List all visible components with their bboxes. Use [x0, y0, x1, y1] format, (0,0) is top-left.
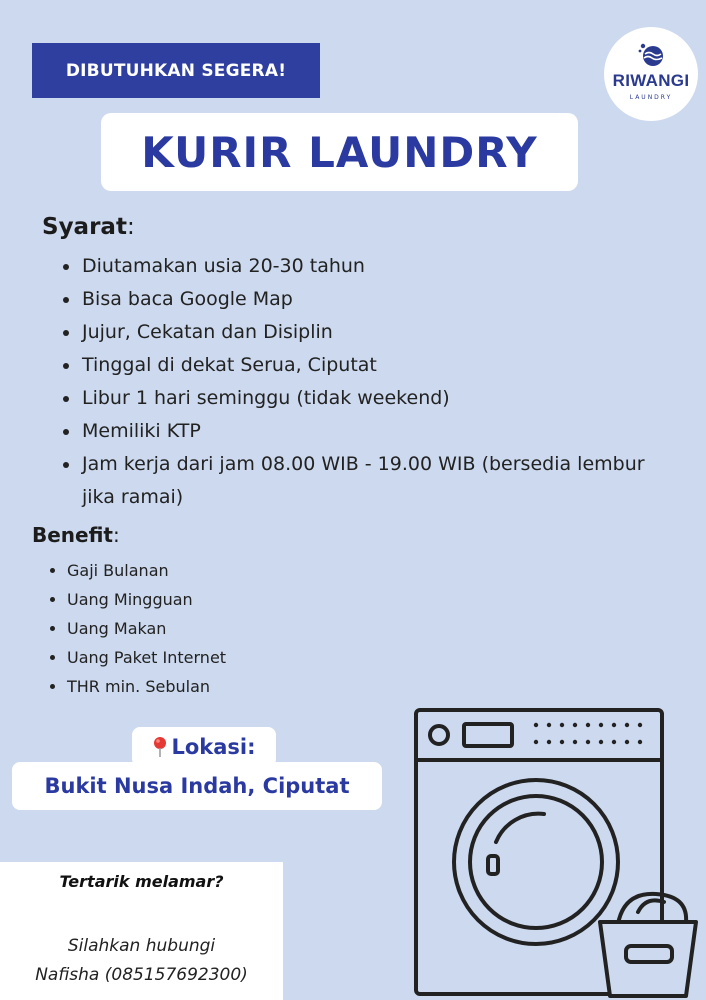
contact-line-1: Silahkan hubungi	[67, 936, 216, 956]
list-item: Gaji Bulanan	[47, 556, 367, 585]
urgent-label: DIBUTUHKAN SEGERA!	[65, 60, 287, 81]
list-item: Tinggal di dekat Serua, Ciputat	[60, 349, 660, 382]
laundry-logo-icon	[637, 40, 665, 68]
requirements-list	[60, 250, 660, 514]
contact-card	[0, 862, 283, 1000]
requirements-heading	[42, 214, 135, 240]
benefit-list	[47, 556, 367, 701]
benefit-heading-colon: :	[113, 523, 120, 547]
urgent-banner	[32, 43, 320, 98]
location-pin-icon	[152, 736, 168, 758]
location-address: Bukit Nusa Indah, Ciputat	[44, 774, 350, 798]
company-logo	[604, 27, 698, 121]
title-card	[101, 113, 578, 191]
list-item: Uang Makan	[47, 614, 367, 643]
logo-subtitle: LAUNDRY	[629, 94, 673, 101]
list-item: Jam kerja dari jam 08.00 WIB - 19.00 WIB (bersedia lembur jika ramai)	[60, 448, 660, 514]
benefit-heading	[32, 523, 120, 547]
list-item: Bisa baca Google Map	[60, 283, 660, 316]
list-item: Diutamakan usia 20-30 tahun	[60, 250, 660, 283]
list-item: Uang Paket Internet	[47, 643, 367, 672]
location-label: Lokasi:	[171, 735, 256, 759]
location-label-card	[132, 727, 276, 767]
list-item: Memiliki KTP	[60, 415, 660, 448]
contact-line-2: Nafisha (085157692300)	[35, 965, 248, 985]
list-item: Uang Mingguan	[47, 585, 367, 614]
location-address-card	[12, 762, 382, 810]
logo-brand: RIWANGI	[612, 71, 690, 90]
page-title: KURIR LAUNDRY	[141, 127, 538, 177]
list-item: Libur 1 hari seminggu (tidak weekend)	[60, 382, 660, 415]
benefit-heading-text: Benefit	[32, 523, 113, 547]
requirements-heading-text: Syarat	[42, 214, 127, 240]
contact-question: Tertarik melamar?	[59, 872, 224, 891]
requirements-heading-colon: :	[126, 214, 135, 240]
washing-machine-icon	[412, 706, 702, 1000]
list-item: Jujur, Cekatan dan Disiplin	[60, 316, 660, 349]
list-item: THR min. Sebulan	[47, 672, 367, 701]
